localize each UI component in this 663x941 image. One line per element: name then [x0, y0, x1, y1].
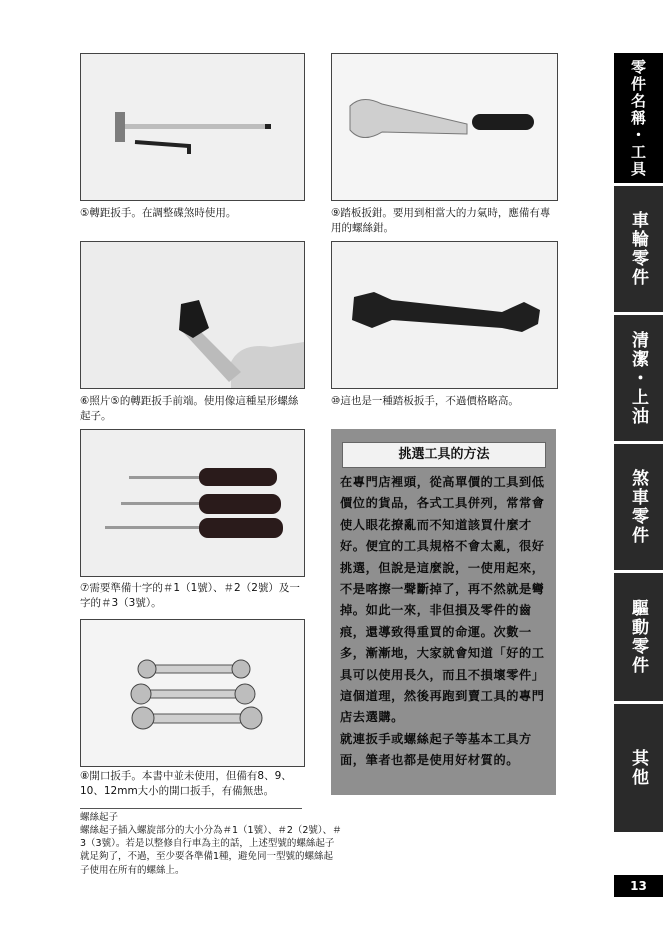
- caption-8: ⑧開口扳手。本書中並未使用，但備有8、9、10、12mm大小的開口扳手，有備無患。: [80, 770, 292, 797]
- tip-body: [340, 472, 550, 772]
- tab-parts-tools[interactable]: [614, 53, 663, 183]
- tab-label: 車輪零件: [628, 211, 648, 287]
- caption-6: ⑥照片⑤的轉距扳手前端。使用像這種星形螺絲起子。: [80, 395, 299, 422]
- tab-label: 驅動零件: [628, 599, 648, 675]
- tab-label: 煞車零件: [628, 469, 648, 545]
- tab-drive-parts[interactable]: [614, 573, 663, 701]
- footnote-text: 螺絲起子插入螺旋部分的大小分為＃1（1號）、＃2（2號）、＃3（3號）。若是以整修自行車為主的話，上述型號的螺絲起子就足夠了，不過，至少要各準備1種，避免同一型號的螺絲起子使用在所有的螺絲上。: [80, 825, 342, 876]
- tab-label: 清潔・上油: [628, 330, 648, 426]
- photo-pedal-wrench: [331, 53, 558, 201]
- tab-wheel-parts[interactable]: [614, 186, 663, 312]
- page-number: 13: [614, 875, 663, 897]
- caption-9: ⑨踏板扳鉗。要用到相當大的力氣時，應備有專用的螺絲鉗。: [331, 207, 551, 234]
- tab-other[interactable]: [614, 704, 663, 832]
- caption-5: ⑤轉距扳手。在調整碟煞時使用。: [80, 207, 237, 219]
- footnote-rule: [80, 808, 302, 809]
- tip-title: 挑選工具的方法: [342, 442, 546, 468]
- tip-paragraph-2: 就連扳手或螺絲起子等基本工具方面，筆者也都是使用好材質的。: [340, 731, 532, 768]
- photo-torque-wrench: [80, 53, 305, 201]
- caption-7: ⑦需要準備十字的＃1（1號）、＃2（2號）及一字的＃3（3號）。: [80, 582, 300, 609]
- photo-pedal-wrench-alt: [331, 241, 558, 389]
- caption-10: ⑩這也是一種踏板扳手，不過價格略高。: [331, 395, 519, 407]
- photo-screwdrivers: [80, 429, 305, 577]
- tip-paragraph: 在專門店裡頭，從高單價的工具到低價位的貨品，各式工具併列，常常會使人眼花撩亂而不知道該買什麼才好。便宜的工具規格不會太亂，很好挑選，但說是這麼說，一使用起來，不是喀擦一聲斷掉了，再不然就是彎掉。如此一來，非但損及零件的齒痕，還導致得重買的命運。次數一多，漸漸地，大家就會知道「好的工具可以使用長久，而且不損壞零件」這個道理，然後再跑到賣工具的專門店去選購。: [340, 475, 545, 725]
- photo-torque-tip: [80, 241, 305, 389]
- tab-label: 其他: [628, 749, 648, 787]
- footnote-title: 螺絲起子: [80, 812, 119, 823]
- tab-label: 零件名稱・工具: [629, 58, 647, 178]
- tab-brake-parts[interactable]: [614, 444, 663, 570]
- photo-open-wrenches: [80, 619, 305, 767]
- tab-cleaning-oiling[interactable]: [614, 315, 663, 441]
